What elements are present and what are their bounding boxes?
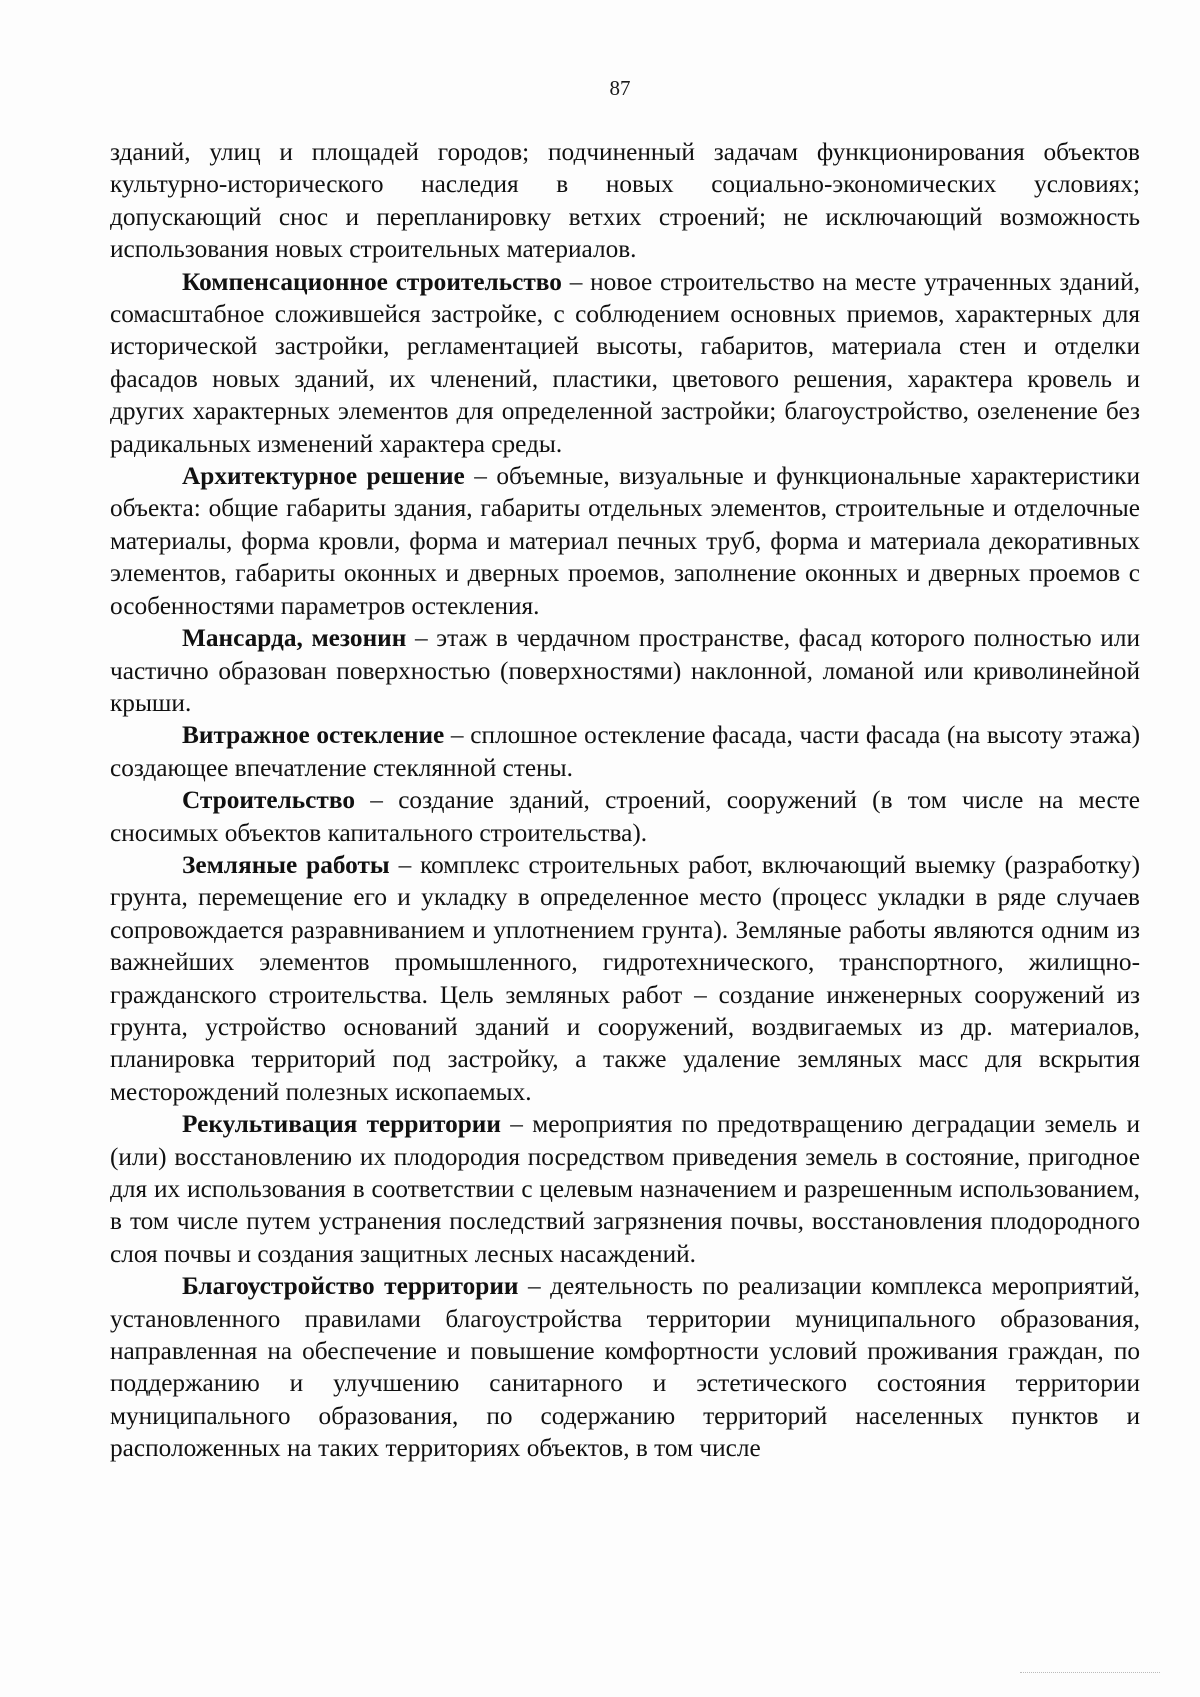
paragraph-body: комплекс строительных работ, включающий выемку (разработку) грунта, перемещение его и укладку в определенное место (процесс укладки в ряде случаев сопровождается разравниванием и уплотнением грунта). Земляные работы являются одним из важнейших элементов промышленного, гидротехнического, транспортного, жилищно-гражданского строительства. Цель земляных работ – создание инженерных сооружений из грунта, устройство оснований зданий и сооружений, воздвигаемых из др. материалов, планировка территорий под застройку, а также удаление земляных масс для вскрытия месторождений полезных ископаемых. <box>110 850 1141 1106</box>
paragraph-mansard <box>110 622 1140 719</box>
paragraph-land-reclamation <box>110 1108 1140 1270</box>
paragraph-body: сплошное остекление фасада, части фасада (на высоту этажа) создающее впечатление стеклянной стены. <box>110 721 1140 782</box>
scan-artifact <box>1020 1672 1160 1679</box>
term-dash: – <box>518 1272 551 1301</box>
term-heading: Витражное остекление <box>182 721 445 750</box>
term-dash: – <box>444 721 471 750</box>
paragraph-compensatory-construction <box>110 266 1140 460</box>
term-dash: – <box>500 1110 533 1139</box>
paragraph-stained-glazing <box>110 719 1140 784</box>
paragraph-body: деятельность по реализации комплекса мероприятий, установленного правилами благоустройства территории муниципального образования, направленная на обеспечение и повышение комфортности условий проживания граждан, по поддержанию и улучшению санитарного и эстетического состояния территории муниципального образования, по содержанию территорий населенных пунктов и расположенных на таких территориях объектов, в том числе <box>110 1272 1140 1463</box>
paragraph-body: зданий, улиц и площадей городов; подчиненный задачам функционирования объектов культурно-исторического наследия в новых социально-экономических условиях; допускающий снос и перепланировку ветхих строений; не исключающий возможность использования новых строительных материалов. <box>110 138 1140 264</box>
term-heading: Архитектурное решение <box>182 462 465 491</box>
paragraph-earthworks <box>110 849 1140 1108</box>
term-heading: Компенсационное строительство <box>182 267 562 296</box>
term-dash: – <box>464 462 497 491</box>
paragraph-body: новое строительство на месте утраченных зданий, сомасштабное сложившейся застройке, с соблюдением основных приемов, характерных для исторической застройки, регламентацией высоты, габаритов, материала стен и отделки фасадов новых зданий, их членений, пластики, цветового решения, характера кровель и других характерных элементов для определенной застройки; благоустройство, озеленение без радикальных изменений характера среды. <box>110 267 1140 458</box>
term-heading: Земляные работы <box>182 850 390 879</box>
term-dash: – <box>406 624 437 653</box>
term-heading: Строительство <box>182 786 355 815</box>
paragraph-landscaping <box>110 1270 1140 1464</box>
paragraph-body: этаж в чердачном пространстве, фасад которого полностью или частично образован поверхностью (поверхностями) наклонной, ломаной или криволинейной крыши. <box>110 624 1140 717</box>
body-text <box>110 136 1140 1465</box>
term-heading: Благоустройство территории <box>182 1272 519 1301</box>
term-dash: – <box>561 267 591 296</box>
paragraph-construction <box>110 784 1140 849</box>
paragraph-body: мероприятия по предотвращению деградации земель и (или) восстановлению их плодородия посредством приведения земель в состояние, пригодное для их использования в соответствии с целевым назначением и разрешенным использованием, в том числе путем устранения последствий загрязнения почвы, восстановления плодородного слоя почвы и создания защитных лесных насаждений. <box>110 1110 1140 1268</box>
paragraph-continuation <box>110 136 1140 266</box>
paragraph-body: создание зданий, строений, сооружений (в том числе на месте сносимых объектов капитального строительства). <box>110 786 1141 847</box>
term-heading: Рекультивация территории <box>182 1110 501 1139</box>
paragraph-body: объемные, визуальные и функциональные характеристики объекта: общие габариты здания, габариты отдельных элементов, строительные и отделочные материалы, форма кровли, форма и материал печных труб, форма и материала декоративных элементов, габариты оконных и дверных проемов, заполнение оконных и дверных проемов с особенностями параметров остекления. <box>110 462 1141 620</box>
page-number: 87 <box>609 76 631 100</box>
term-dash: – <box>354 786 399 815</box>
term-dash: – <box>389 850 421 879</box>
paragraph-architectural-solution <box>110 460 1140 622</box>
term-heading: Мансарда, мезонин <box>182 624 407 653</box>
